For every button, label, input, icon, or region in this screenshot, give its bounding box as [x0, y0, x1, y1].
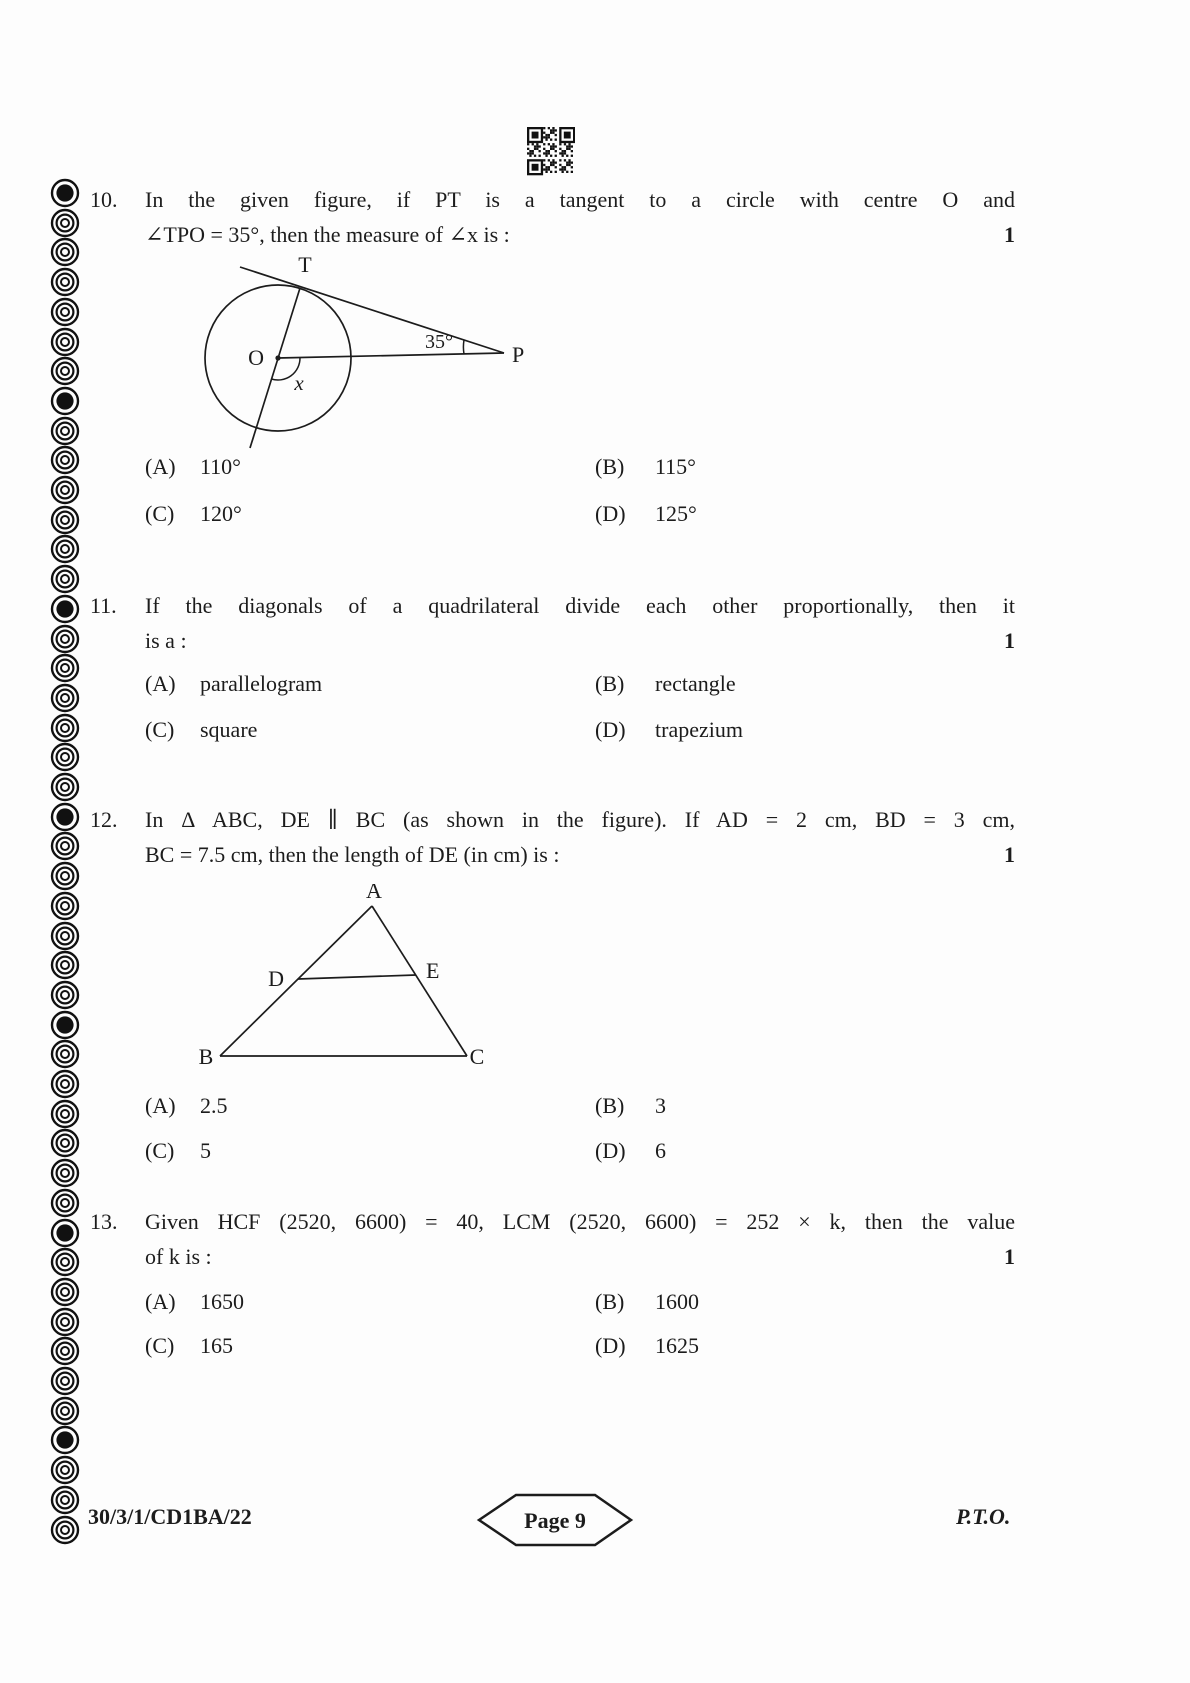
binding-hole: [50, 861, 80, 891]
option-b-value: 1600: [655, 1289, 699, 1314]
binding-hole: [50, 1336, 80, 1366]
label-P: P: [512, 342, 525, 367]
label-D: D: [268, 966, 284, 991]
label-x: x: [294, 371, 304, 395]
binding-hole-filled: [50, 802, 80, 832]
binding-hole: [50, 950, 80, 980]
marks-badge: 1: [1004, 842, 1015, 867]
options-row-2: [145, 716, 1015, 746]
option-a-label: (A): [145, 454, 176, 479]
binding-hole: [50, 475, 80, 505]
option-b-value: 115°: [655, 454, 696, 479]
binding-hole-filled: [50, 1425, 80, 1455]
option-c-value: 165: [200, 1333, 233, 1358]
marks-badge: 1: [1004, 1244, 1015, 1269]
binding-hole: [50, 1247, 80, 1277]
binding-hole-filled: [50, 386, 80, 416]
binding-hole-filled: [50, 1218, 80, 1248]
label-O: O: [248, 345, 264, 370]
option-a-value: 2.5: [200, 1093, 228, 1118]
binding-hole: [50, 1128, 80, 1158]
binding-hole: [50, 1039, 80, 1069]
option-c-label: (C): [145, 501, 175, 526]
option-a-value: parallelogram: [200, 671, 323, 696]
option-a-label: (A): [145, 671, 176, 696]
option-d-label: (D): [595, 501, 626, 526]
pto-label: P.T.O.: [956, 1504, 1011, 1529]
label-T: T: [298, 252, 312, 277]
question-text-line1: In Δ ABC, DE ∥ BC (as shown in the figure). If AD = 2 cm, BD = 3 cm,: [145, 807, 1015, 832]
option-b-label: (B): [595, 1289, 625, 1314]
option-d-label: (D): [595, 717, 626, 742]
question-text-line1: In the given figure, if PT is a tangent to a circle with centre O and: [145, 187, 1015, 212]
question-text-line2: of k is :: [145, 1244, 212, 1269]
binding-hole: [50, 505, 80, 535]
binding-hole: [50, 1366, 80, 1396]
binding-hole: [50, 267, 80, 297]
page-number-badge: [475, 1491, 635, 1551]
label-35deg: 35°: [425, 331, 453, 353]
page-number-label: Page 9: [524, 1508, 586, 1533]
binding-hole: [50, 534, 80, 564]
option-d-label: (D): [595, 1333, 626, 1358]
label-E: E: [426, 958, 440, 983]
qr-code: [527, 127, 575, 177]
triangle-figure: [180, 884, 500, 1069]
question-text-line2: ∠TPO = 35°, then the measure of ∠x is :: [145, 222, 510, 247]
binding-hole: [50, 1069, 80, 1099]
question-number: 13.: [90, 1209, 118, 1234]
binding-hole: [50, 416, 80, 446]
options-row-1: [145, 1288, 1015, 1318]
binding-hole: [50, 1485, 80, 1515]
option-c-label: (C): [145, 717, 175, 742]
option-c-value: 5: [200, 1138, 211, 1163]
paper-code: 30/3/1/CD1BA/22: [88, 1504, 252, 1529]
label-C: C: [469, 1044, 485, 1069]
binding-hole: [50, 297, 80, 327]
binding-hole: [50, 1396, 80, 1426]
option-b-value: rectangle: [655, 671, 736, 696]
label-B: B: [198, 1044, 214, 1069]
question-text-line1: If the diagonals of a quadrilateral divide each other proportionally, then it: [145, 593, 1015, 618]
option-a-value: 110°: [200, 454, 241, 479]
binding-hole: [50, 921, 80, 951]
binding-hole: [50, 742, 80, 772]
question-text-line1: Given HCF (2520, 6600) = 40, LCM (2520, 6600) = 252 × k, then the value: [145, 1209, 1015, 1234]
binding-hole: [50, 1158, 80, 1188]
binding-hole: [50, 980, 80, 1010]
binding-hole: [50, 356, 80, 386]
marks-badge: 1: [1004, 222, 1015, 247]
binding-hole: [50, 237, 80, 267]
marks-badge: 1: [1004, 628, 1015, 653]
binding-hole: [50, 1515, 80, 1545]
binding-hole-filled: [50, 1010, 80, 1040]
question-text-line2: is a :: [145, 628, 187, 653]
binding-hole: [50, 713, 80, 743]
option-a-label: (A): [145, 1289, 176, 1314]
question-text-line2: BC = 7.5 cm, then the length of DE (in cm) is :: [145, 842, 560, 867]
binding-hole: [50, 564, 80, 594]
options-row-1: [145, 453, 1015, 483]
option-d-label: (D): [595, 1138, 626, 1163]
binding-hole-filled: [50, 594, 80, 624]
binding-hole: [50, 683, 80, 713]
options-row-1: [145, 1092, 1015, 1122]
option-a-label: (A): [145, 1093, 176, 1118]
binding-hole: [50, 772, 80, 802]
question-number: 12.: [90, 807, 118, 832]
binding-hole: [50, 1307, 80, 1337]
binding-hole: [50, 1277, 80, 1307]
option-c-label: (C): [145, 1138, 175, 1163]
option-a-value: 1650: [200, 1289, 244, 1314]
option-c-value: square: [200, 717, 258, 742]
options-row-2: [145, 500, 1015, 530]
binding-hole: [50, 1099, 80, 1129]
binding-hole: [50, 445, 80, 475]
binding-hole: [50, 831, 80, 861]
binding-hole: [50, 208, 80, 238]
option-d-value: trapezium: [655, 717, 743, 742]
options-row-1: [145, 670, 1015, 700]
binding-hole: [50, 327, 80, 357]
binding-hole: [50, 624, 80, 654]
option-d-value: 1625: [655, 1333, 699, 1358]
label-A: A: [366, 884, 382, 903]
option-c-value: 120°: [200, 501, 242, 526]
question-number: 11.: [90, 593, 117, 618]
binding-hole: [50, 1455, 80, 1485]
binding-hole: [50, 653, 80, 683]
option-d-value: 125°: [655, 501, 697, 526]
options-row-2: [145, 1137, 1015, 1167]
option-b-label: (B): [595, 454, 625, 479]
binding-hole: [50, 1188, 80, 1218]
question-number: 10.: [90, 187, 118, 212]
option-d-value: 6: [655, 1138, 666, 1163]
option-b-value: 3: [655, 1093, 666, 1118]
circle-tangent-figure: [152, 252, 552, 467]
option-b-label: (B): [595, 1093, 625, 1118]
options-row-2: [145, 1332, 1015, 1362]
binding-hole-filled: [50, 178, 80, 208]
option-c-label: (C): [145, 1333, 175, 1358]
spiral-binding: [50, 178, 80, 1558]
option-b-label: (B): [595, 671, 625, 696]
binding-hole: [50, 891, 80, 921]
